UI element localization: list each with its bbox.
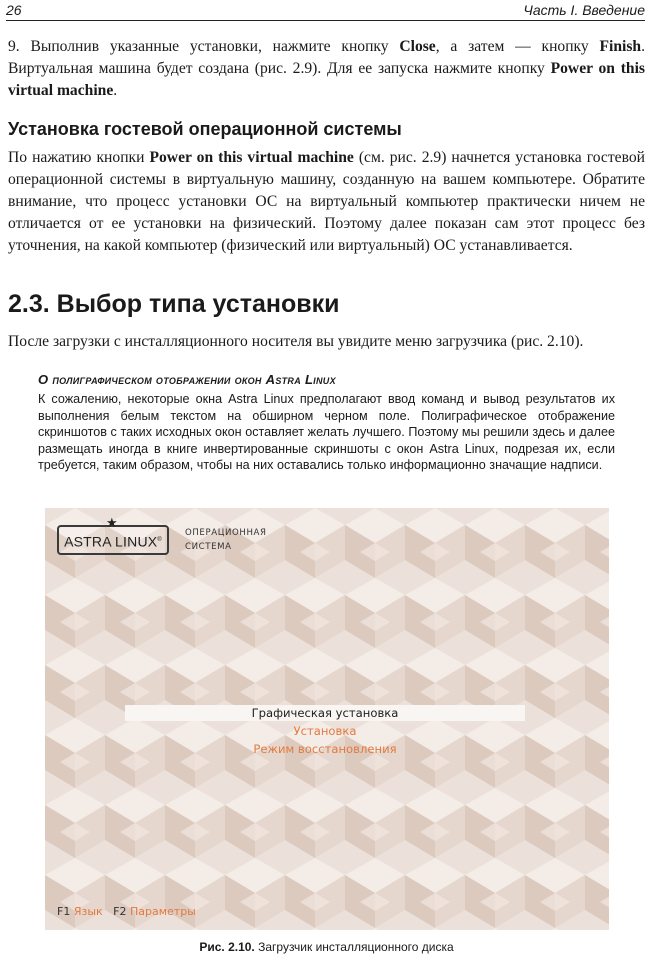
f1-key: F1 bbox=[57, 905, 71, 918]
f2-key: F2 bbox=[113, 905, 127, 918]
astra-linux-logo: ASTRA LINUX® bbox=[57, 525, 169, 555]
note-body: К сожалению, некоторые окна Astra Linux предполагают ввод команд и вывод результатов их выполнения белым текстом на обширном черном поле. Полиграфическое отображение скриншотов с таких исходных окон оставляет желать лучшего. Поэтому мы решили здесь и далее размещать иногда в книге инвертированные скриншоты с окон Astra Linux, подрезая их, если требуется, таким образом, чтобы на них оставались только информационно значащие надписи. bbox=[38, 392, 615, 473]
figure-caption: Рис. 2.10. Загрузчик инсталляционного диска bbox=[199, 940, 454, 954]
section-intro-paragraph: После загрузки с инсталляционного носителя вы увидите меню загрузчика (рис. 2.10). bbox=[8, 333, 584, 350]
part-title: Часть I. Введение bbox=[523, 2, 645, 18]
logo-caption: ОПЕРАЦИОННАЯ СИСТЕМА bbox=[185, 528, 267, 552]
menu-item-install[interactable]: Установка bbox=[293, 724, 357, 738]
power-on-label: Power on this virtual machine bbox=[149, 149, 354, 166]
finish-button-label: Finish bbox=[599, 38, 642, 55]
guest-os-heading: Установка гостевой операционной системы bbox=[8, 119, 402, 139]
menu-item-graphical-install[interactable]: Графическая установка bbox=[251, 706, 399, 720]
step-9-paragraph: 9. Выполнив указанные установки, нажмите кнопку Close, а затем — кнопку Finish. Виртуальная машина будет создана (рис. 2.9). Для ее запуска нажмите кнопку Power on this virtual machine. bbox=[8, 38, 645, 99]
section-heading: 2.3. Выбор типа установки bbox=[8, 290, 340, 318]
running-header bbox=[6, 0, 645, 21]
star-icon: ★ bbox=[106, 515, 118, 530]
language-option[interactable]: Язык bbox=[73, 905, 103, 918]
function-keys-bar bbox=[57, 905, 196, 919]
boot-menu-screenshot bbox=[45, 508, 609, 930]
power-on-label: Power on this virtual machine bbox=[8, 60, 645, 99]
parameters-option[interactable]: Параметры bbox=[129, 905, 196, 918]
close-button-label: Close bbox=[399, 38, 436, 55]
menu-item-recovery-mode[interactable]: Режим восстановления bbox=[253, 742, 397, 756]
page-number: 26 bbox=[6, 2, 22, 18]
guest-os-paragraph: По нажатию кнопки Power on this virtual machine (см. рис. 2.9) начнется установка гостевой операционной системы в виртуальную машину, созданную на вашем компьютере. Обратите внимание, что процесс установки ОС на виртуальный компьютер практически ничем не отличается от ее установки на физический. Поэтому далее показан сам этот процесс без уточнения, на какой компьютер (физический или виртуальный) ОС устанавливается. bbox=[8, 149, 645, 254]
note-title: О полиграфическом отображении окон Astra Linux bbox=[38, 372, 336, 387]
